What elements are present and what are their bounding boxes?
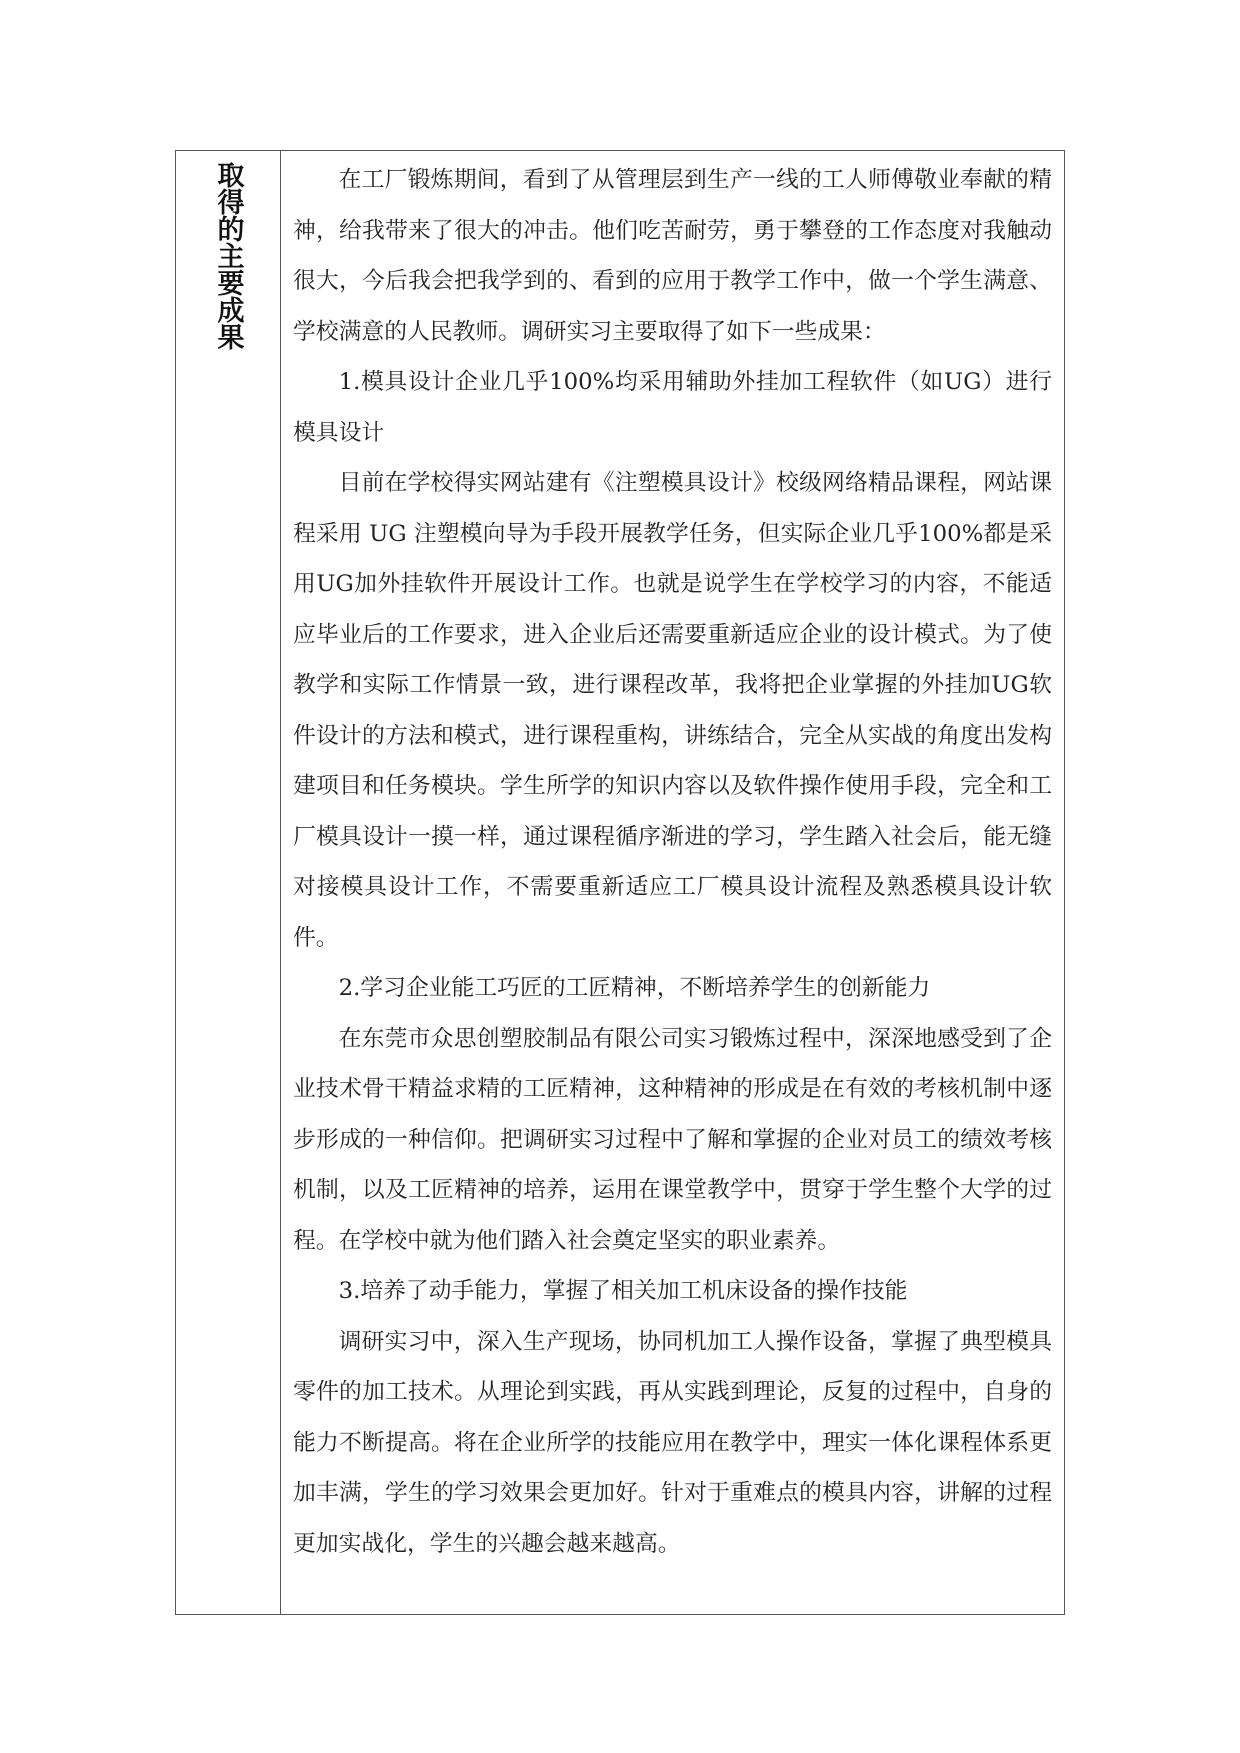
heading-3: 3.培养了动手能力，掌握了相关加工机床设备的操作技能 [338, 1278, 908, 1304]
label-cell [176, 151, 281, 1614]
body-paragraph-2: 在东莞市众思创塑胶制品有限公司实习锻炼过程中，深深地感受到了企业技术骨干精益求精的工匠精神，这种精神的形成是在有效的考核机制中逐步形成的一种信仰。把调研实习过程中了解和掌握的企业对员工的绩效考核机制，以及工匠精神的培养，运用在课堂教学中，贯穿于学生整个大学的过程。在学校中就为他们踏入社会奠定坚实的职业素养。 [293, 1025, 1052, 1254]
heading-1: 1.模具设计企业几乎100%均采用辅助外挂加工程软件（如UG）进行模具设计 [293, 369, 1052, 446]
body-paragraph-1: 目前在学校得实网站建有《注塑模具设计》校级网络精品课程，网站课程采用 UG 注塑模向导为手段开展教学任务，但实际企业几乎100%都是采用UG加外挂软件开展设计工作。也就是说学生在学校学习的内容，不能适应毕业后的工作要求，进入企业后还需要重新适应企业的设计模式。为了使教学和实际工作情景一致，进行课程改革，我将把企业掌握的外挂加UG软件设计的方法和模式，进行课程重构，讲练结合，完全从实战的角度出发构建项目和任务模块。学生所学的知识内容以及软件操作使用手段，完全和工厂模具设计一摸一样，通过课程循序渐进的学习，学生踏入社会后，能无缝对接模具设计工作，不需要重新适应工厂模具设计流程及熟悉模具设计软件。 [293, 470, 1052, 951]
body-paragraph-3: 调研实习中，深入生产现场，协同机加工人操作设备，掌握了典型模具零件的加工技术。从理论到实践，再从实践到理论，反复的过程中，自身的能力不断提高。将在企业所学的技能应用在教学中，理实一体化课程体系更加丰满，学生的学习效果会更加好。针对于重难点的模具内容，讲解的过程更加实战化，学生的兴趣会越来越高。 [293, 1328, 1052, 1557]
achievements-table [175, 150, 1065, 1615]
intro-paragraph: 在工厂锻炼期间，看到了从管理层到生产一线的工人师傅敬业奉献的精神，给我带来了很大的冲击。他们吃苦耐劳，勇于攀登的工作态度对我触动很大，今后我会把我学到的、看到的应用于教学工作中，做一个学生满意、学校满意的人民教师。调研实习主要取得了如下一些成果： [293, 167, 1052, 345]
content-cell [281, 151, 1064, 1614]
section-label: 取得的主要成果 [212, 161, 244, 350]
heading-2: 2.学习企业能工巧匠的工匠精神，不断培养学生的创新能力 [338, 975, 931, 1001]
